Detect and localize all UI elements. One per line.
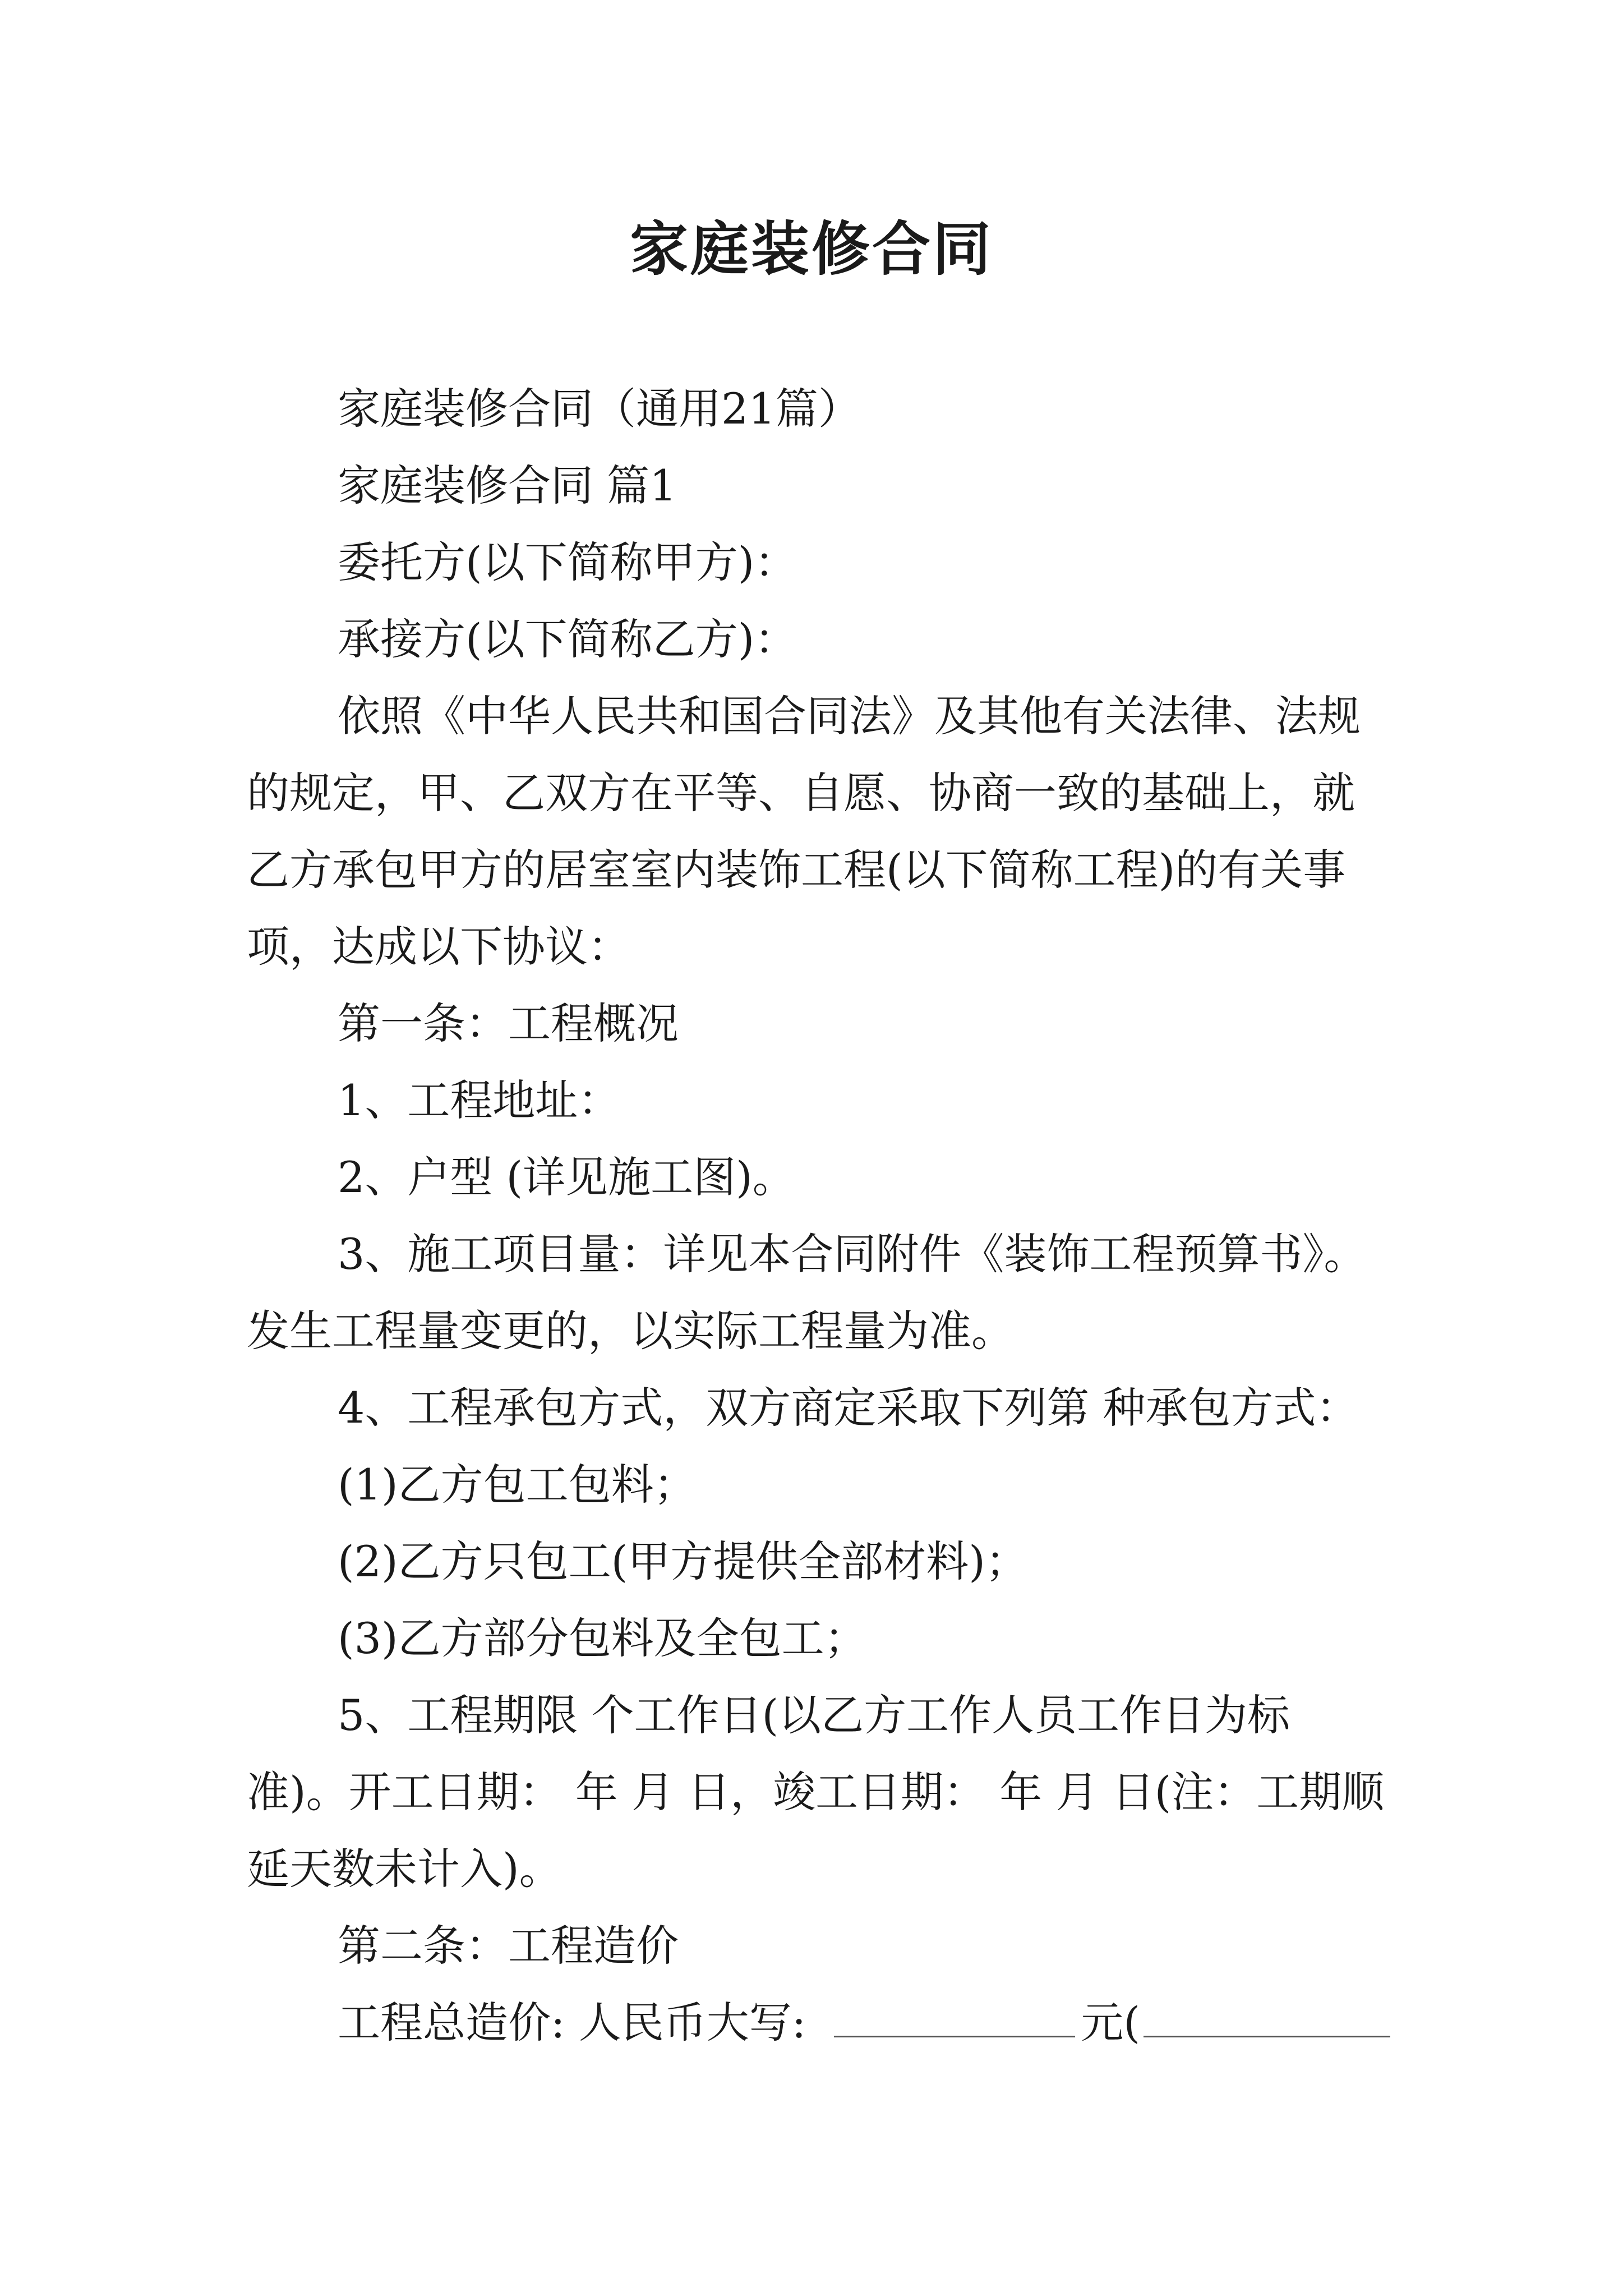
paragraph-article-1: 第一条：工程概况	[338, 999, 679, 1048]
paragraph-option-2: (2)乙方只包工(甲方提供全部材料)；	[338, 1536, 1028, 1586]
paragraph-preamble: 依照《中华人民共和国合同法》及其他有关法律、法规的规定，甲、乙双方在平等、自愿、协商一致的基础上，就乙方承包甲方的居室室内装饰工程(以下简称工程)的有关事项，达成以下协议：	[247, 691, 1361, 972]
paragraph-period: 5、工程期限 个工作日(以乙方工作人员工作日为标准)。开工日期： 年 月 日，竣工日期： 年 月 日(注：工期顺延天数未计入)。	[247, 1690, 1385, 1894]
document-body	[247, 370, 1391, 2061]
paragraph-total-price	[247, 1984, 1391, 2061]
paragraph-quantity: 3、施工项目量：详见本合同附件《装饰工程预算书》。发生工程量变更的，以实际工程量为准。	[247, 1229, 1367, 1356]
paragraph-contract-method: 4、工程承包方式，双方商定采取下列第 种承包方式：	[338, 1383, 1359, 1433]
paragraph-party-b: 承接方(以下简称乙方)：	[338, 614, 797, 664]
document-title: 家庭装修合同	[629, 215, 993, 283]
paragraph-address: 1、工程地址：	[338, 1075, 621, 1125]
price-figure-blank	[1144, 1993, 1390, 2037]
price-unit: 元(	[1081, 1998, 1141, 2047]
paragraph-subtitle: 家庭装修合同（通用21篇）	[338, 384, 861, 434]
paragraph-article-2: 第二条：工程造价	[338, 1921, 679, 1971]
paragraph-option-1: (1)乙方包工包料；	[338, 1460, 697, 1510]
paragraph-option-3: (3)乙方部分包料及全包工；	[338, 1613, 867, 1663]
price-label: 工程总造价: 人民币大写:	[338, 1998, 806, 2047]
paragraph-layout: 2、户型 (详见施工图)。	[338, 1152, 795, 1202]
paragraph-section-heading: 家庭装修合同 篇1	[338, 461, 677, 510]
paragraph-party-a: 委托方(以下简称甲方)：	[338, 537, 797, 587]
price-uppercase-blank	[834, 1993, 1075, 2037]
